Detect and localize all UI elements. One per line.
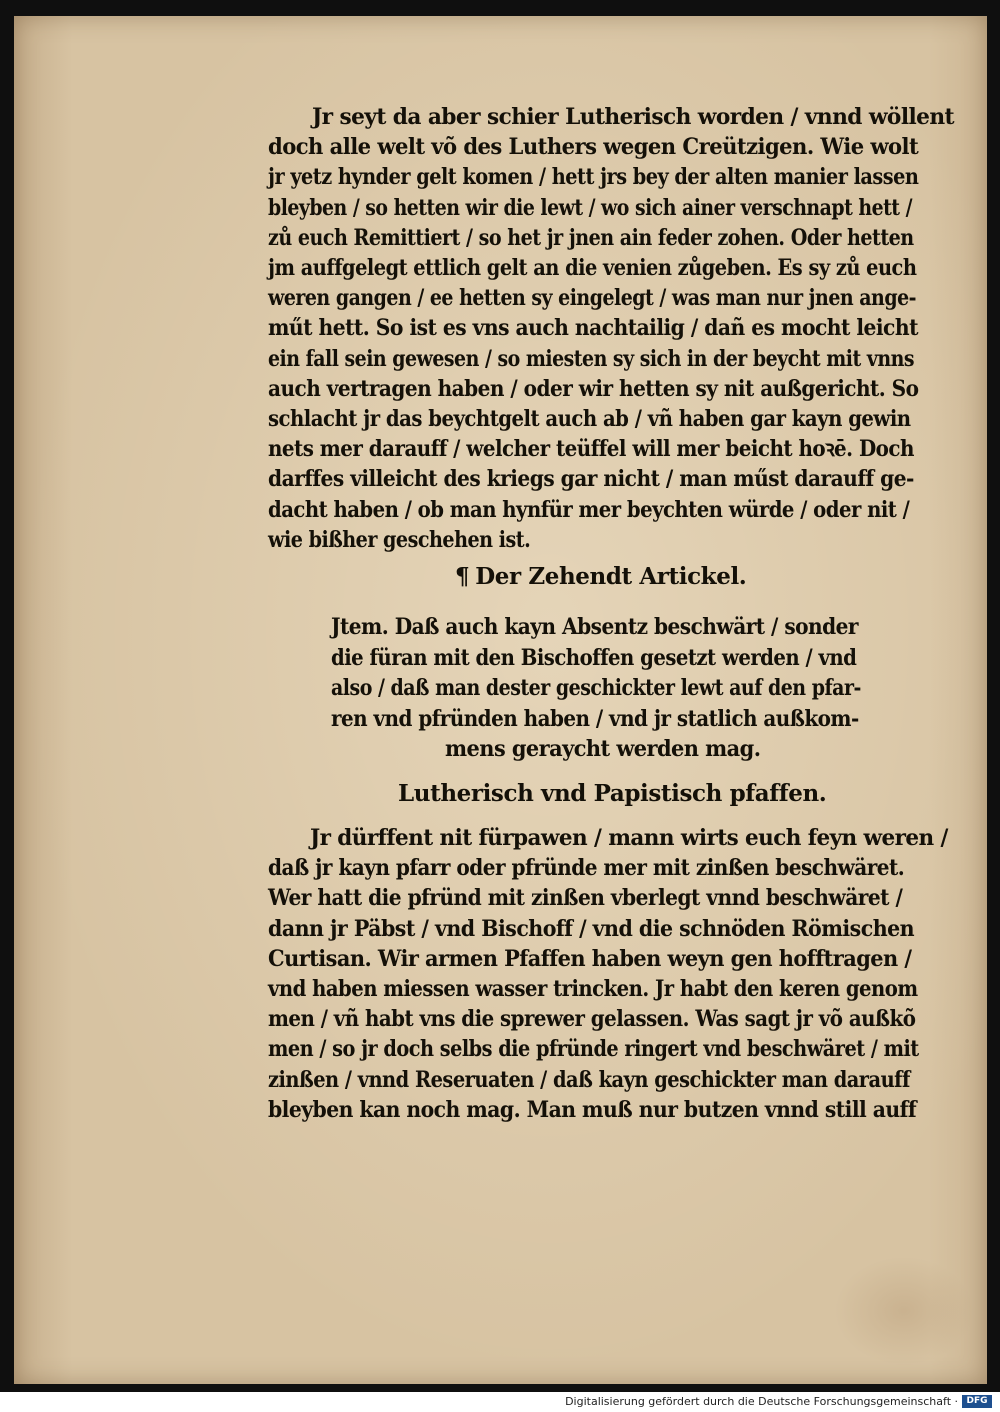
text-line: zinßen / vnnd Reseruaten / daß kayn geschickter man darauff (268, 1066, 910, 1093)
text-line: men / vñ habt vns die sprewer gelassen. Was sagt jr võ außkõ (268, 1006, 916, 1033)
text-line: schlacht jr das beychtgelt auch ab / vñ haben gar kayn gewin (268, 406, 911, 432)
footer-bar (0, 1392, 1000, 1412)
funding-notice: Digitalisierung gefördert durch die Deutsche Forschungsgemeinschaft · (565, 1395, 958, 1408)
text-line: darffes villeicht des kriegs gar nicht / man műst darauff ge- (268, 466, 914, 493)
text-line: dann jr Päbst / vnd Bischoff / vnd die schnöden Römischen (268, 915, 915, 942)
paper-stain (834, 1256, 974, 1366)
text-line: wie bißher geschehen ist. (268, 526, 531, 553)
text-line: műt hett. So ist es vns auch nachtailig / dañ es mocht leicht (268, 315, 918, 342)
text-line: jr yetz hynder gelt komen / hett jrs bey der alten manier lassen (268, 164, 919, 191)
text-line: doch alle welt võ des Luthers wegen Creützigen. Wie wolt (268, 134, 919, 161)
text-line: nets mer darauff / welcher teüffel will mer beicht hoꝛē. Doch (268, 436, 914, 463)
text-line: men / so jr doch selbs die pfründe ringert vnd beschwäret / mit (268, 1036, 919, 1063)
text-line: Curtisan. Wir armen Pfaffen haben weyn gen hofftragen / (268, 945, 912, 972)
text-line: daß jr kayn pfarr oder pfründe mer mit zinßen beschwäret. (268, 855, 905, 882)
text-line: ein fall sein gewesen / so miesten sy sich in der beycht mit vnns (268, 345, 915, 372)
text-line: dacht haben / ob man hynfür mer beychten würde / oder nit / (268, 496, 910, 523)
text-line: bleyben kan noch mag. Man muß nur butzen vnnd still auff (268, 1096, 917, 1123)
text-line: mens geraycht werden mag. (445, 736, 761, 762)
text-line: zů euch Remittiert / so het jr jnen ain feder zohen. Oder hetten (268, 224, 914, 251)
text-line: weren gangen / ee hetten sy eingelegt / was man nur jnen ange- (268, 285, 917, 312)
pilcrow-mark: ¶ (455, 563, 470, 590)
text-line: ren vnd pfründen haben / vnd jr statlich außkom- (331, 705, 859, 732)
text-line: Jr seyt da aber schier Lutherisch worden / vnnd wöllent (312, 104, 955, 130)
chapter-heading (455, 562, 746, 592)
text-line: jm auffgelegt ettlich gelt an die venien zůgeben. Es sy zů euch (268, 255, 917, 281)
text-line: Jr dürffent nit fürpawen / mann wirts euch feyn weren / (310, 825, 948, 851)
text-line: also / daß man dester geschickter lewt auf den pfar- (331, 675, 861, 701)
text-line: vnd haben miessen wasser trincken. Jr habt den keren genom (268, 976, 918, 1002)
dfg-logo: DFG (962, 1395, 992, 1408)
text-line: bleyben / so hetten wir die lewt / wo sich ainer verschnapt hett / (268, 194, 912, 221)
section-heading: Lutherisch vnd Papistisch pfaffen. (398, 780, 827, 807)
text-line: auch vertragen haben / oder wir hetten sy nit außgericht. So (268, 375, 919, 402)
chapter-heading-text: Der Zehendt Artickel. (475, 563, 747, 590)
text-line: Wer hatt die pfründ mit zinßen vberlegt vnnd beschwäret / (268, 885, 903, 912)
text-line: Jtem. Daß auch kayn Absentz beschwärt / sonder (331, 614, 859, 640)
text-line: die füran mit den Bischoffen gesetzt werden / vnd (331, 644, 857, 671)
